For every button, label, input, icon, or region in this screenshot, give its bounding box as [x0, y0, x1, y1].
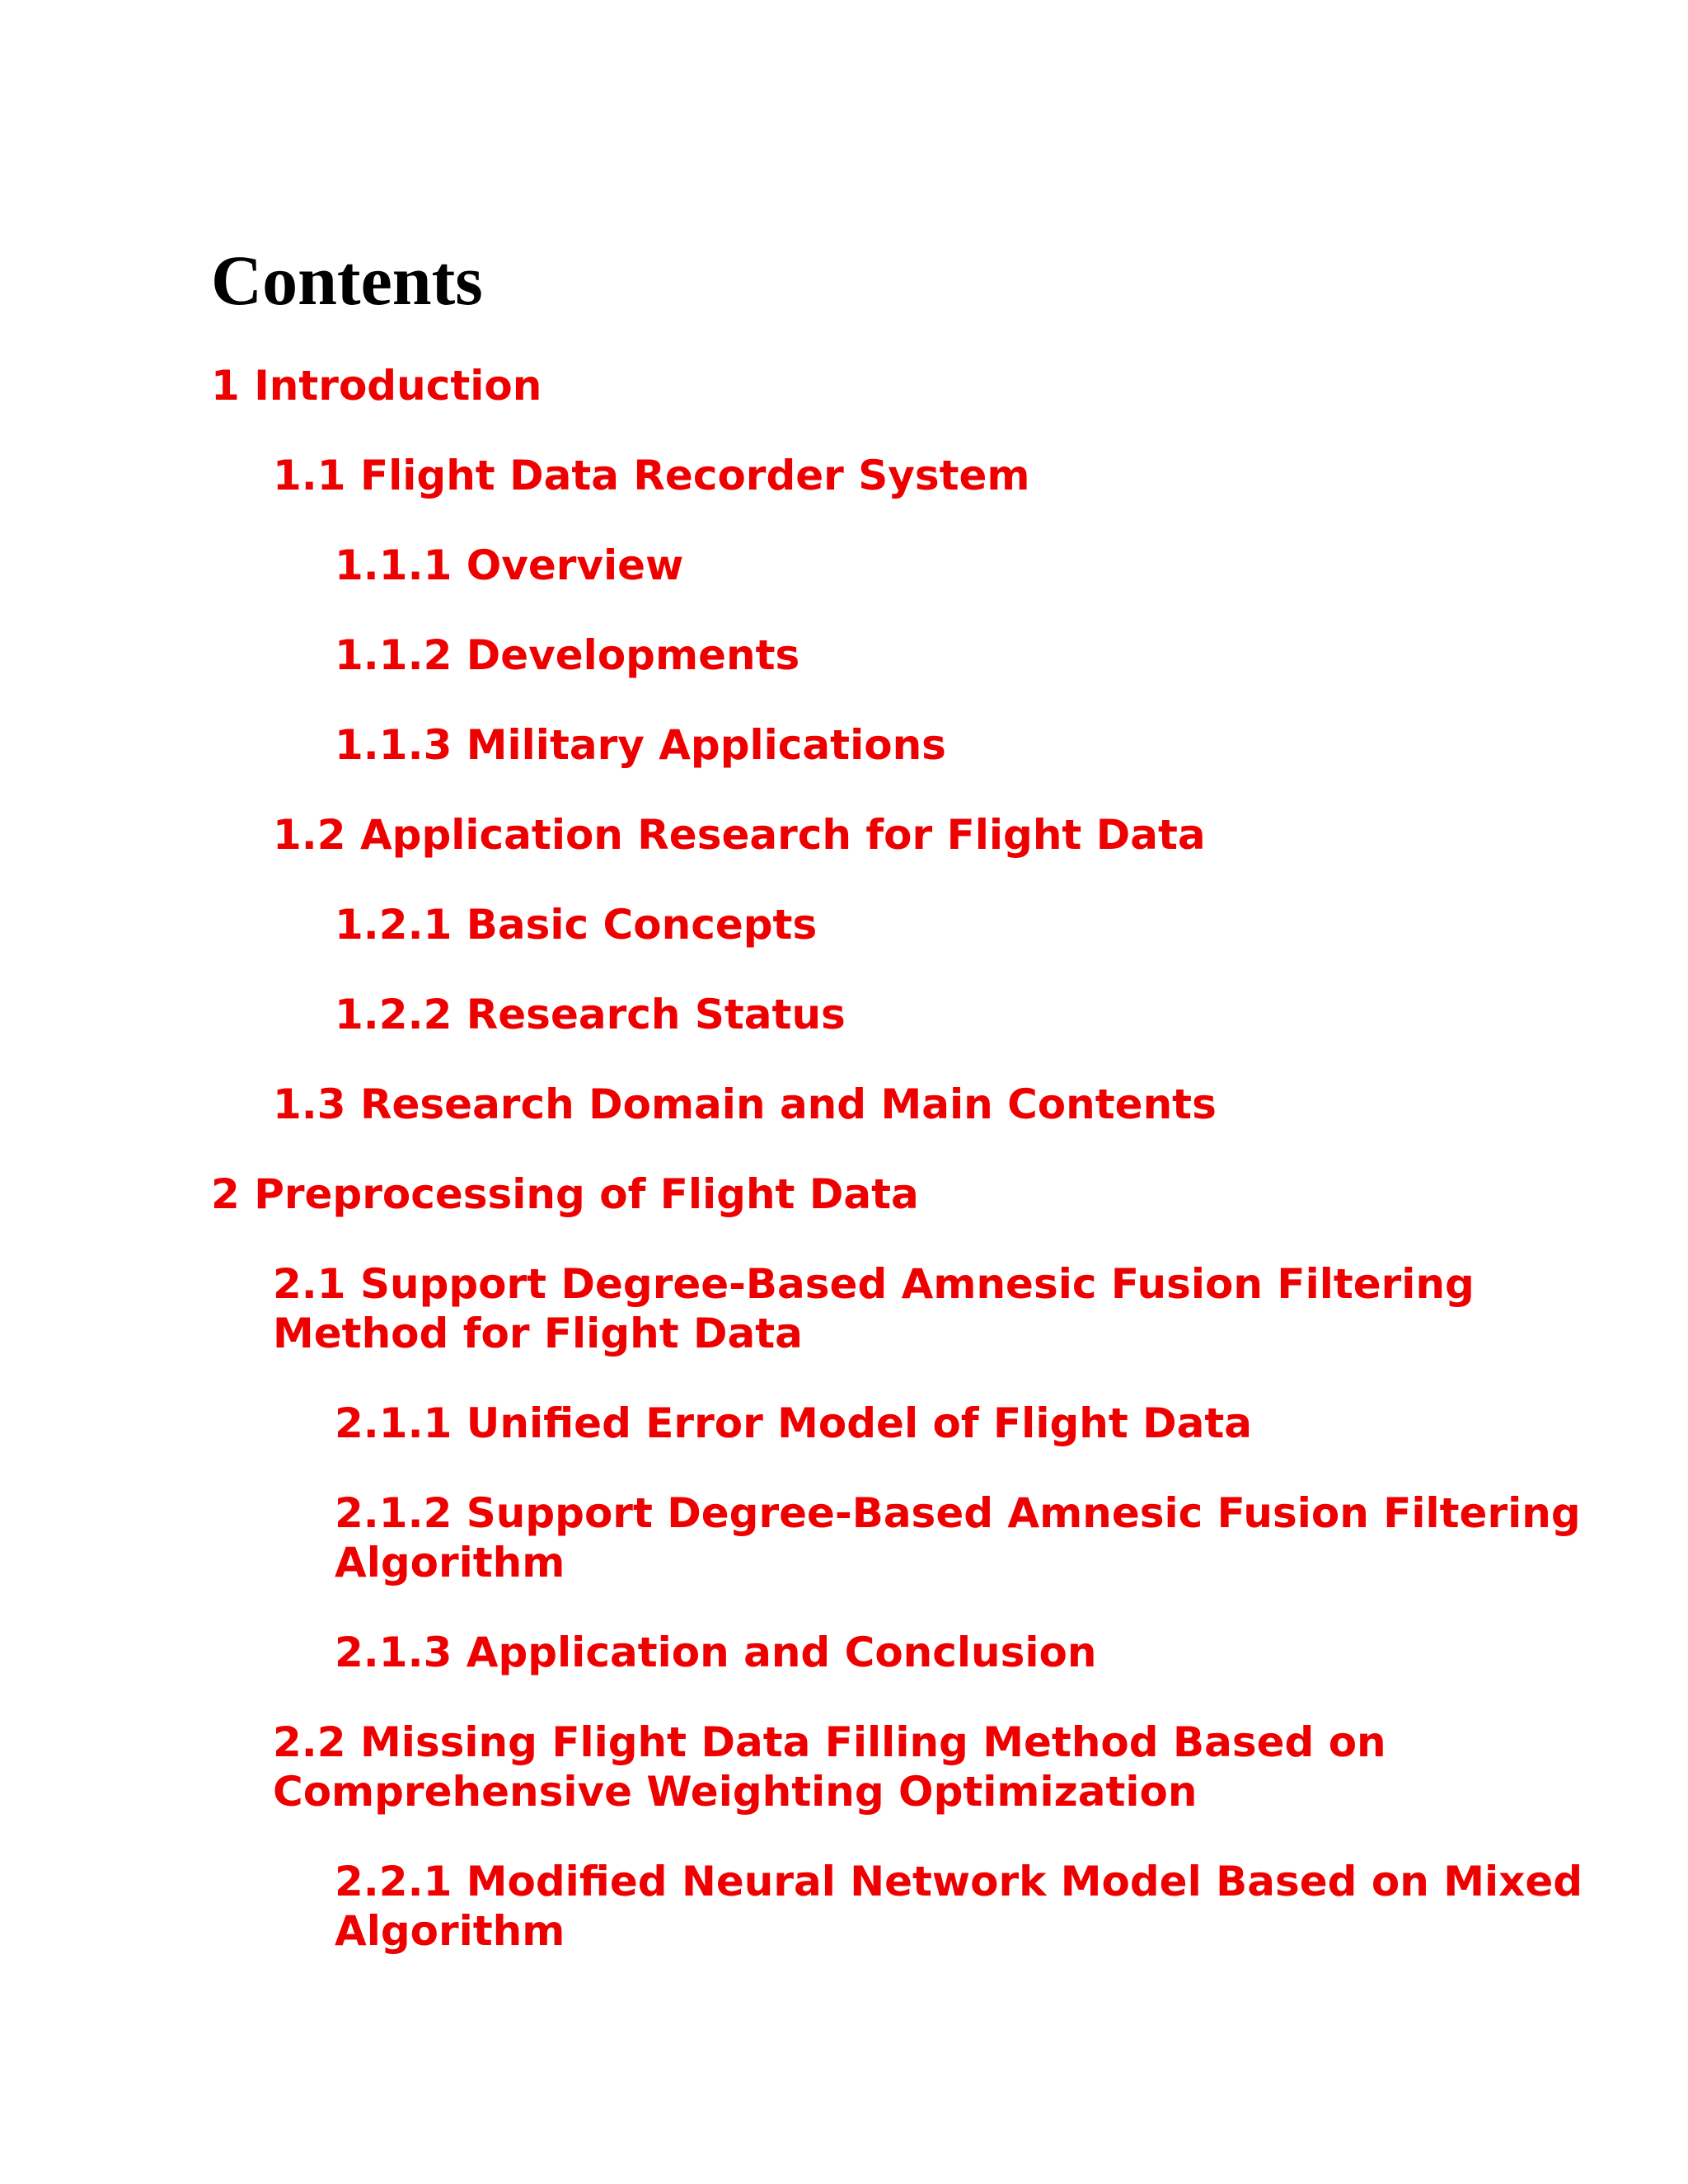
- toc-entry-1-1[interactable]: [273, 451, 1030, 500]
- toc-entry-text: 1.3 Research Domain and Main Contents: [273, 1080, 1217, 1128]
- toc-entry-text-continued: Comprehensive Weighting Optimization: [273, 1768, 1198, 1816]
- toc-entry-1-1-1[interactable]: [335, 541, 683, 590]
- toc-entry-2-2[interactable]: [273, 1718, 1386, 1816]
- toc-entry-text: 2.1.3 Application and Conclusion: [335, 1629, 1097, 1676]
- toc-entry-2-1[interactable]: [273, 1259, 1475, 1358]
- toc-entry-1-2-2[interactable]: [335, 990, 846, 1039]
- toc-entry-text: 1 Introduction: [211, 362, 542, 410]
- toc-entry-2-2-1[interactable]: [335, 1857, 1582, 1956]
- toc-entry-1-2-1[interactable]: [335, 900, 817, 949]
- toc-entry-1[interactable]: [211, 361, 542, 410]
- toc-entry-text: 2.2.1 Modified Neural Network Model Based on Mixed: [335, 1858, 1583, 1905]
- toc-entry-2-1-2[interactable]: [335, 1488, 1581, 1587]
- toc-entry-text: 1.1.2 Developments: [335, 631, 800, 679]
- toc-entry-text: 2.1.1 Unified Error Model of Flight Data: [335, 1399, 1253, 1447]
- toc-entry-text: 2.1.2 Support Degree-Based Amnesic Fusion Filtering: [335, 1489, 1581, 1537]
- toc-entry-1-1-3[interactable]: [335, 720, 946, 770]
- toc-entry-text: 2.1 Support Degree-Based Amnesic Fusion Filtering: [273, 1260, 1475, 1308]
- toc-entry-text: 1.1 Flight Data Recorder System: [273, 452, 1030, 499]
- toc-entry-text: 1.2.1 Basic Concepts: [335, 901, 818, 949]
- toc-entry-text: 2.2 Missing Flight Data Filling Method Based on: [273, 1718, 1386, 1766]
- toc-entry-text: 1.1.1 Overview: [335, 541, 684, 589]
- toc-entry-2-1-1[interactable]: [335, 1399, 1252, 1448]
- toc-entry-1-3[interactable]: [273, 1080, 1217, 1129]
- toc-entry-1-2[interactable]: [273, 810, 1206, 860]
- toc-entry-text: 1.2 Application Research for Flight Data: [273, 811, 1206, 859]
- toc-entry-text: 1.2.2 Research Status: [335, 991, 846, 1038]
- toc-entry-text-continued: Algorithm: [335, 1907, 565, 1955]
- toc-entry-text: 2 Preprocessing of Flight Data: [211, 1170, 919, 1218]
- toc-entry-1-1-2[interactable]: [335, 630, 799, 680]
- toc-entry-text-continued: Algorithm: [335, 1539, 565, 1586]
- toc-entry-text: 1.1.3 Military Applications: [335, 721, 946, 769]
- toc-entry-2-1-3[interactable]: [335, 1628, 1097, 1677]
- toc-entry-2[interactable]: [211, 1169, 919, 1219]
- page-title: Contents: [211, 241, 483, 320]
- toc-entry-text-continued: Method for Flight Data: [273, 1310, 803, 1357]
